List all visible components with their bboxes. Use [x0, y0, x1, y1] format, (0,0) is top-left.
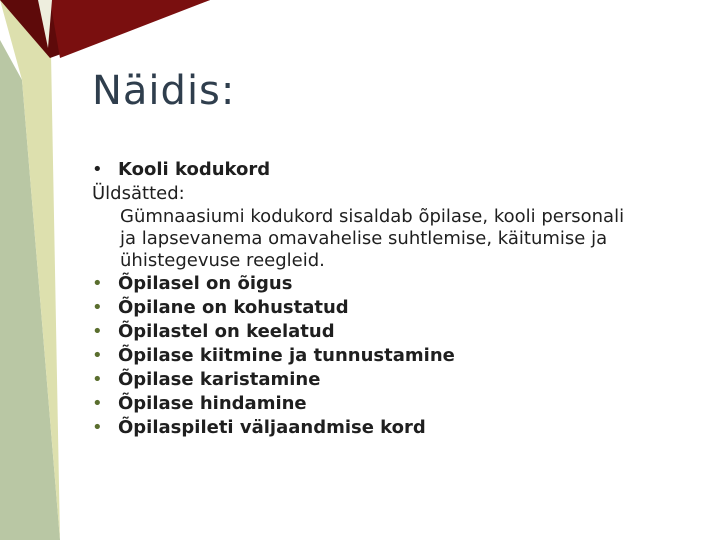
paragraph: Gümnaasiumi kodukord sisaldab õpilase, kooli personali ja lapsevanema omavahelise suhtlemise, käitumise ja ühistegevuse reegleid.	[120, 206, 625, 271]
list-item	[92, 392, 692, 416]
list-item-text: Õpilaspileti väljaandmise kord	[118, 417, 426, 438]
bullet-icon: •	[92, 159, 103, 180]
list-item-text: Õpilane on kohustatud	[118, 297, 349, 318]
bullet-icon: •	[92, 321, 103, 342]
bullet-icon: •	[92, 417, 103, 438]
list-item	[92, 368, 692, 392]
bullet-icon: •	[92, 369, 103, 390]
slide-body	[92, 158, 692, 440]
bullet-icon: •	[92, 393, 103, 414]
list-item-text: Õpilase kiitmine ja tunnustamine	[118, 345, 455, 366]
list-item-text: Õpilasel on õigus	[118, 273, 293, 294]
list-item	[92, 158, 692, 182]
section-heading: Üldsätted:	[92, 183, 185, 204]
list-item-text: Õpilase hindamine	[118, 393, 307, 414]
bullet-icon: •	[92, 273, 103, 294]
bullet-icon: •	[92, 297, 103, 318]
list-item	[92, 272, 692, 296]
top-red-wedge-light	[50, 0, 210, 58]
list-item-text: Õpilastel on keelatud	[118, 321, 335, 342]
list-item	[92, 296, 692, 320]
bullet-icon: •	[92, 345, 103, 366]
list-item-text: Kooli kodukord	[118, 159, 271, 180]
slide-title: Näidis:	[92, 68, 236, 114]
list-item	[92, 416, 692, 440]
list-item-text: Õpilase karistamine	[118, 369, 321, 390]
list-item	[92, 320, 692, 344]
list-item	[92, 344, 692, 368]
